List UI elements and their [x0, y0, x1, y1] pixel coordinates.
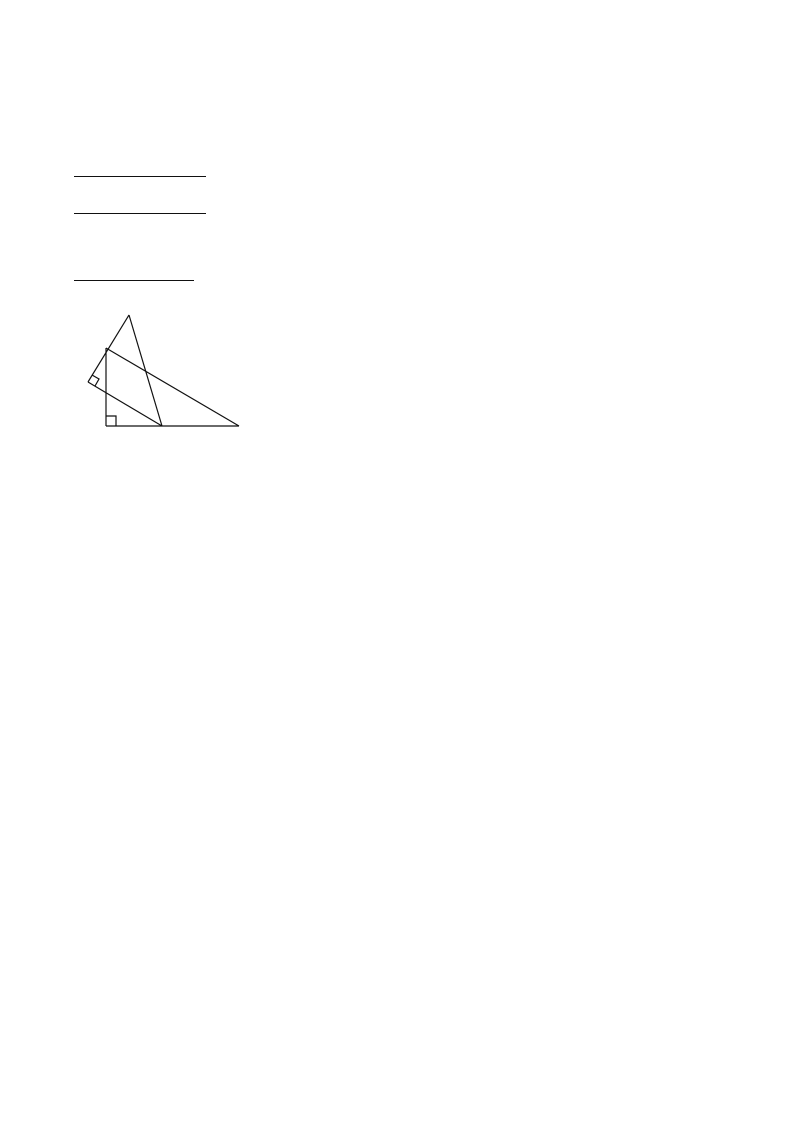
- segment-ed: [88, 315, 129, 382]
- q12-line: [74, 199, 206, 220]
- right-angle-b: [106, 416, 116, 426]
- q11-answer-blank[interactable]: [74, 162, 206, 177]
- q13-line-2: [74, 266, 194, 287]
- q12-answer-blank[interactable]: [74, 199, 206, 214]
- q11-line-3: [74, 162, 206, 183]
- triangle-set-figure: [70, 296, 260, 446]
- q13-answer-blank[interactable]: [74, 266, 194, 281]
- segment-ac: [106, 348, 239, 426]
